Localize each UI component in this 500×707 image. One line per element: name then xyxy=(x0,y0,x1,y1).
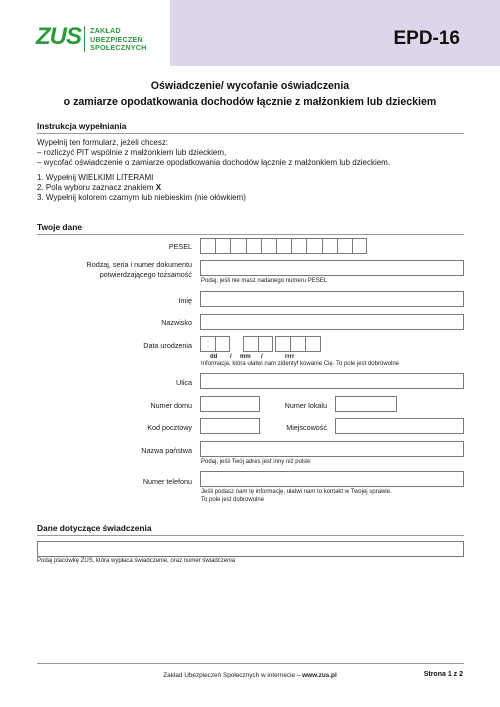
date-cell[interactable] xyxy=(243,336,258,352)
date-cell[interactable] xyxy=(258,336,273,352)
instructions-bullet: – wycofać oświadczenie o zamiarze opodatkowania dochodów łącznie z małżonkiem lub dzieckiem. xyxy=(37,158,391,167)
instructions-heading: Instrukcja wypełniania xyxy=(37,121,127,131)
footer-divider xyxy=(37,663,464,664)
pesel-cell[interactable] xyxy=(276,238,291,254)
document-hint: Podaj, jeśli nie masz nadanego numeru PESEL xyxy=(201,278,328,284)
flat-number-label: Numer lokalu xyxy=(284,401,327,410)
house-number-label: Numer domu xyxy=(150,401,192,410)
phone-label: Numer telefonu xyxy=(142,477,192,486)
city-input[interactable] xyxy=(335,418,464,434)
flat-number-input[interactable] xyxy=(335,396,397,412)
logo-line: UBEZPIECZEŃ xyxy=(90,34,143,44)
document-label-line-2: potwierdzającego tożsamość xyxy=(99,270,192,279)
instructions-step: 1. Wypełnij WIELKIMI LITERAMI xyxy=(37,173,154,182)
first-name-input[interactable] xyxy=(200,291,464,307)
country-label: Nazwa państwa xyxy=(141,446,192,455)
benefit-hint: Podaj placówkę ZUS, która wypłaca świadczenie, oraz numer świadczenia xyxy=(37,558,236,564)
document-input[interactable] xyxy=(200,260,464,276)
date-cell[interactable] xyxy=(290,336,305,352)
date-cell[interactable] xyxy=(275,336,290,352)
last-name-input[interactable] xyxy=(200,314,464,330)
instructions-step-text: 2. Pola wyboru zaznacz znakiem xyxy=(37,183,154,192)
instructions-bullet: – rozliczyć PIT wspólnie z małżonkiem lub dzieckiem, xyxy=(37,148,227,157)
page-number: Strona 1 z 2 xyxy=(423,671,463,678)
logo-line: ZAKŁAD xyxy=(90,26,121,35)
birth-date-label: Data urodzenia xyxy=(143,341,192,350)
postcode-input[interactable] xyxy=(200,418,260,434)
section-divider xyxy=(37,133,464,134)
phone-input[interactable] xyxy=(200,471,464,487)
date-placeholder-mm: mm xyxy=(240,354,251,360)
date-cell[interactable] xyxy=(305,336,320,352)
first-name-label: Imię xyxy=(178,296,192,305)
phone-hint-line-1: Jeśli podasz nam tę informację, ułatwi nam to kontakt w Twojej sprawie. xyxy=(201,489,392,495)
date-placeholder-rrrr: rrrr xyxy=(285,354,295,360)
birth-date-hint: Informacja, która ułatwi nam zidentyf kowanie Cię. To pole jest dobrowolne xyxy=(201,361,399,367)
instructions-intro: Wypełnij ten formularz, jeżeli chcesz: xyxy=(37,138,169,147)
section-divider xyxy=(37,234,464,235)
birth-year-input[interactable] xyxy=(275,336,321,352)
pesel-cell[interactable] xyxy=(246,238,261,254)
section-divider xyxy=(37,535,464,536)
pesel-cell[interactable] xyxy=(261,238,276,254)
date-placeholder-dd: dd xyxy=(210,354,218,360)
page-title-line-2: o zamiarze opodatkowania dochodów łącznie z małżonkiem lub dzieckiem xyxy=(63,96,437,108)
instructions-step: 3. Wypełnij kolorem czarnym lub niebieskim (nie ołówkiem) xyxy=(37,193,246,202)
logo-text xyxy=(90,27,147,53)
date-separator: / xyxy=(230,354,232,360)
pesel-cell[interactable] xyxy=(230,238,245,254)
country-input[interactable] xyxy=(200,441,464,457)
street-label: Ulica xyxy=(176,378,192,387)
date-separator: / xyxy=(261,354,263,360)
last-name-label: Nazwisko xyxy=(161,318,192,327)
pesel-cell[interactable] xyxy=(306,238,321,254)
street-input[interactable] xyxy=(200,373,464,389)
logo-divider xyxy=(84,26,85,52)
pesel-cell[interactable] xyxy=(200,238,215,254)
house-number-input[interactable] xyxy=(200,396,260,412)
pesel-cell[interactable] xyxy=(337,238,352,254)
birth-day-input[interactable] xyxy=(200,336,230,352)
city-label: Miejscowość xyxy=(286,423,327,432)
instructions-step-mark: X xyxy=(155,183,162,192)
benefit-heading: Dane dotyczące świadczenia xyxy=(37,523,152,533)
logo-line: SPOŁECZNYCH xyxy=(90,43,147,53)
pesel-cell[interactable] xyxy=(291,238,306,254)
footer-prefix: Zakład Ubezpieczeń Społecznych w internecie – xyxy=(163,672,303,679)
pesel-label: PESEL xyxy=(168,242,192,251)
phone-hint-line-2: To pole jest dobrowolne xyxy=(201,497,265,503)
footer-link[interactable]: www.zus.pl xyxy=(302,672,337,679)
document-label-line-1: Rodzaj, seria i numer dokumentu xyxy=(86,260,192,269)
pesel-cell[interactable] xyxy=(352,238,367,254)
page-title-line-1: Oświadczenie/ wycofanie oświadczenia xyxy=(150,80,350,92)
date-cell[interactable] xyxy=(200,336,215,352)
date-cell[interactable] xyxy=(215,336,230,352)
postcode-label: Kod pocztowy xyxy=(147,423,192,432)
zus-logo-icon: ZUS xyxy=(36,23,81,50)
pesel-cell[interactable] xyxy=(215,238,230,254)
form-code: EPD-16 xyxy=(393,28,460,49)
instructions-step xyxy=(37,183,161,194)
benefit-input[interactable] xyxy=(37,541,464,557)
personal-heading: Twoje dane xyxy=(37,222,82,232)
birth-month-input[interactable] xyxy=(243,336,273,352)
country-hint: Podaj, jeśli Twój adres jest inny niż polski xyxy=(201,459,311,465)
pesel-cell[interactable] xyxy=(322,238,337,254)
pesel-input[interactable] xyxy=(200,238,367,254)
